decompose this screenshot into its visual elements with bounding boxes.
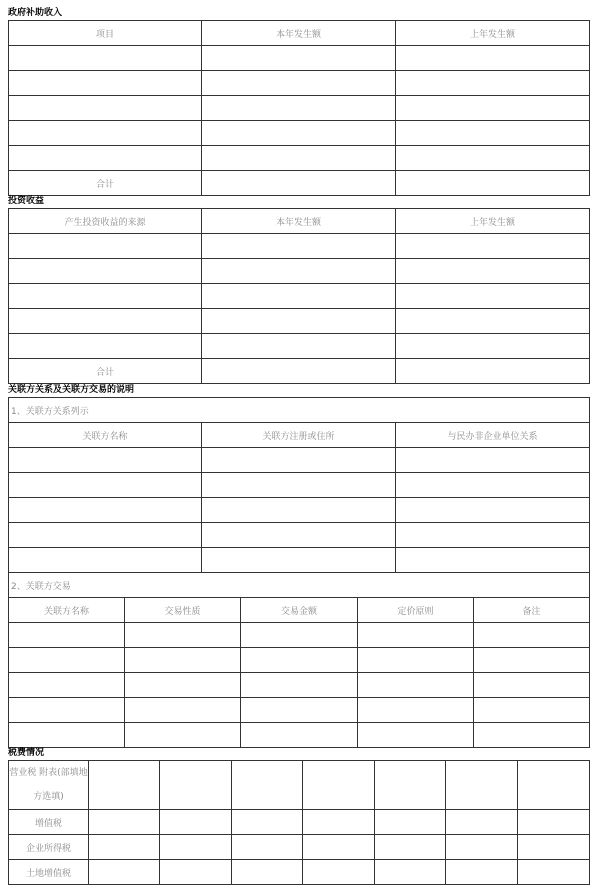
cell[interactable] xyxy=(202,359,396,384)
cell[interactable] xyxy=(396,71,590,96)
cell[interactable] xyxy=(202,71,396,96)
table-header-row xyxy=(9,423,590,448)
cell[interactable] xyxy=(202,259,396,284)
cell[interactable] xyxy=(9,723,125,748)
cell[interactable] xyxy=(358,648,474,673)
cell[interactable] xyxy=(9,121,202,146)
table-row xyxy=(9,473,590,498)
header-cell: 备注 xyxy=(474,598,590,623)
cell[interactable] xyxy=(9,448,202,473)
cell[interactable] xyxy=(9,648,125,673)
table-row xyxy=(9,234,590,259)
header-cell: 上年发生额 xyxy=(396,209,590,234)
table-row xyxy=(9,523,590,548)
header-cell: 交易金额 xyxy=(241,598,358,623)
table-row xyxy=(9,698,590,723)
cell[interactable] xyxy=(446,835,518,860)
cell[interactable] xyxy=(125,648,241,673)
header-cell: 本年发生额 xyxy=(202,209,396,234)
cell[interactable] xyxy=(446,810,518,835)
cell[interactable] xyxy=(125,698,241,723)
cell[interactable] xyxy=(9,259,202,284)
cell[interactable] xyxy=(375,835,446,860)
cell[interactable] xyxy=(396,46,590,71)
cell[interactable] xyxy=(202,309,396,334)
table-row xyxy=(9,548,590,573)
cell[interactable] xyxy=(474,723,590,748)
cell[interactable] xyxy=(202,448,396,473)
cell[interactable] xyxy=(9,473,202,498)
cell[interactable] xyxy=(9,234,202,259)
cell[interactable] xyxy=(89,810,160,835)
header-cell: 交易性质 xyxy=(125,598,241,623)
related-party-relations-table xyxy=(8,397,590,573)
cell[interactable] xyxy=(9,146,202,171)
cell[interactable] xyxy=(160,835,232,860)
related-party-transactions-table xyxy=(8,572,590,748)
cell[interactable] xyxy=(202,96,396,121)
table-row xyxy=(9,146,590,171)
header-cell: 上年发生额 xyxy=(396,21,590,46)
cell[interactable] xyxy=(125,673,241,698)
total-row xyxy=(9,171,590,196)
cell[interactable] xyxy=(396,309,590,334)
total-row xyxy=(9,359,590,384)
cell[interactable] xyxy=(396,146,590,171)
cell[interactable] xyxy=(125,723,241,748)
total-label: 合计 xyxy=(9,171,202,196)
header-cell: 关联方注册或住所 xyxy=(202,423,396,448)
cell[interactable] xyxy=(474,648,590,673)
taxes-title: 税费情况 xyxy=(8,748,45,758)
cell[interactable] xyxy=(303,761,375,810)
cell[interactable] xyxy=(9,334,202,359)
table-row xyxy=(9,259,590,284)
cell[interactable] xyxy=(358,623,474,648)
table-row xyxy=(9,648,590,673)
cell[interactable] xyxy=(358,723,474,748)
table-row xyxy=(9,96,590,121)
cell[interactable] xyxy=(396,548,590,573)
tax-row xyxy=(9,860,590,885)
cell[interactable] xyxy=(202,171,396,196)
cell[interactable] xyxy=(241,623,358,648)
table-row xyxy=(9,623,590,648)
cell[interactable] xyxy=(241,673,358,698)
taxes-table xyxy=(8,760,590,885)
cell[interactable] xyxy=(375,860,446,885)
table-row xyxy=(9,723,590,748)
tax-label: 营业税 附表(部填地方选填) xyxy=(9,761,89,810)
investment-income-title: 投资收益 xyxy=(8,196,45,206)
cell[interactable] xyxy=(375,810,446,835)
cell[interactable] xyxy=(518,835,590,860)
tax-label: 企业所得税 xyxy=(9,835,89,860)
cell[interactable] xyxy=(241,723,358,748)
cell[interactable] xyxy=(303,835,375,860)
table-row xyxy=(9,71,590,96)
cell[interactable] xyxy=(396,259,590,284)
cell[interactable] xyxy=(9,46,202,71)
table-header-row xyxy=(9,209,590,234)
cell[interactable] xyxy=(202,234,396,259)
table-header-row xyxy=(9,21,590,46)
cell[interactable] xyxy=(396,171,590,196)
cell[interactable] xyxy=(160,810,232,835)
table-row xyxy=(9,309,590,334)
cell[interactable] xyxy=(396,121,590,146)
table-header-row xyxy=(9,598,590,623)
cell[interactable] xyxy=(358,673,474,698)
cell[interactable] xyxy=(89,835,160,860)
cell[interactable] xyxy=(474,698,590,723)
table-row xyxy=(9,334,590,359)
cell[interactable] xyxy=(89,761,160,810)
cell[interactable] xyxy=(160,761,232,810)
cell[interactable] xyxy=(9,548,202,573)
header-cell: 关联方名称 xyxy=(9,598,125,623)
cell[interactable] xyxy=(396,498,590,523)
header-cell: 定价原则 xyxy=(358,598,474,623)
cell[interactable] xyxy=(518,810,590,835)
cell[interactable] xyxy=(446,860,518,885)
investment-income-table xyxy=(8,208,590,384)
header-cell: 关联方名称 xyxy=(9,423,202,448)
cell[interactable] xyxy=(241,698,358,723)
header-cell: 与民办非企业单位关系 xyxy=(396,423,590,448)
header-cell: 产生投资收益的来源 xyxy=(9,209,202,234)
related-party-title: 关联方关系及关联方交易的说明 xyxy=(8,385,135,395)
tax-label: 增值税 xyxy=(9,810,89,835)
subtitle-row xyxy=(9,573,590,598)
cell[interactable] xyxy=(396,523,590,548)
cell[interactable] xyxy=(303,860,375,885)
table-row xyxy=(9,46,590,71)
cell[interactable] xyxy=(375,761,446,810)
cell[interactable] xyxy=(396,359,590,384)
tax-row xyxy=(9,761,590,810)
table-row xyxy=(9,498,590,523)
cell[interactable] xyxy=(232,860,303,885)
cell[interactable] xyxy=(9,698,125,723)
cell[interactable] xyxy=(9,673,125,698)
relations-subtitle: 1、关联方关系列示 xyxy=(9,398,590,423)
cell[interactable] xyxy=(89,860,160,885)
cell[interactable] xyxy=(474,623,590,648)
table-row xyxy=(9,284,590,309)
cell[interactable] xyxy=(202,498,396,523)
gov-subsidy-table xyxy=(8,20,590,196)
cell[interactable] xyxy=(202,46,396,71)
cell[interactable] xyxy=(518,860,590,885)
cell[interactable] xyxy=(358,698,474,723)
cell[interactable] xyxy=(446,761,518,810)
cell[interactable] xyxy=(474,673,590,698)
transactions-subtitle: 2、关联方交易 xyxy=(9,573,590,598)
table-row xyxy=(9,121,590,146)
cell[interactable] xyxy=(202,334,396,359)
cell[interactable] xyxy=(9,96,202,121)
cell[interactable] xyxy=(202,523,396,548)
cell[interactable] xyxy=(202,121,396,146)
table-row xyxy=(9,673,590,698)
cell[interactable] xyxy=(9,498,202,523)
cell[interactable] xyxy=(9,284,202,309)
cell[interactable] xyxy=(202,473,396,498)
cell[interactable] xyxy=(232,835,303,860)
cell[interactable] xyxy=(9,623,125,648)
cell[interactable] xyxy=(396,473,590,498)
cell[interactable] xyxy=(9,309,202,334)
gov-subsidy-title: 政府补助收入 xyxy=(8,8,63,18)
cell[interactable] xyxy=(232,761,303,810)
cell[interactable] xyxy=(125,623,241,648)
header-cell: 本年发生额 xyxy=(202,21,396,46)
cell[interactable] xyxy=(160,860,232,885)
tax-label: 土地增值税 xyxy=(9,860,89,885)
cell[interactable] xyxy=(518,761,590,810)
cell[interactable] xyxy=(396,448,590,473)
total-label: 合计 xyxy=(9,359,202,384)
subtitle-row xyxy=(9,398,590,423)
cell[interactable] xyxy=(9,523,202,548)
cell[interactable] xyxy=(241,648,358,673)
cell[interactable] xyxy=(396,96,590,121)
cell[interactable] xyxy=(202,548,396,573)
cell[interactable] xyxy=(232,810,303,835)
cell[interactable] xyxy=(303,810,375,835)
cell[interactable] xyxy=(396,284,590,309)
cell[interactable] xyxy=(202,146,396,171)
tax-row xyxy=(9,835,590,860)
header-cell: 项目 xyxy=(9,21,202,46)
cell[interactable] xyxy=(396,334,590,359)
cell[interactable] xyxy=(202,284,396,309)
cell[interactable] xyxy=(9,71,202,96)
tax-row xyxy=(9,810,590,835)
table-row xyxy=(9,448,590,473)
cell[interactable] xyxy=(396,234,590,259)
